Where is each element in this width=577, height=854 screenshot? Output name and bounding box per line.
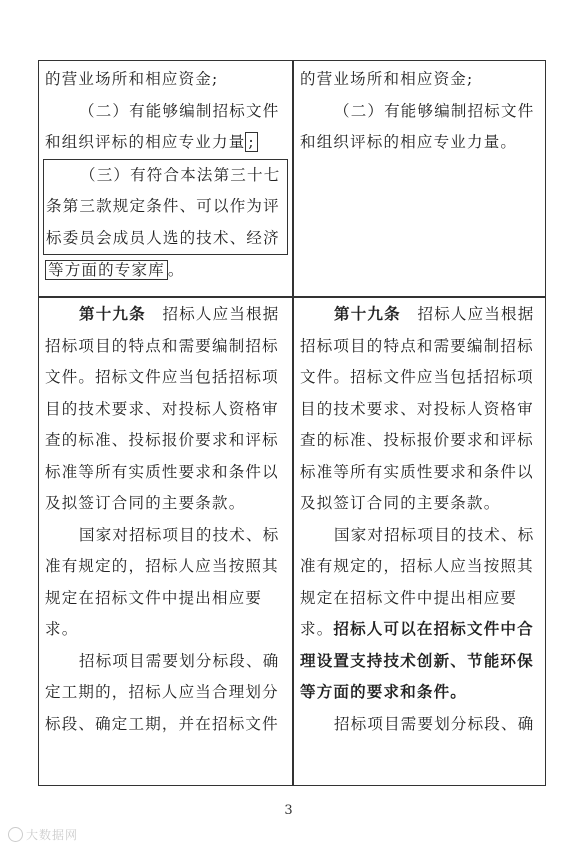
text-line [45, 127, 286, 159]
text-line: 文件。招标文件应当包括招标项 [45, 368, 279, 386]
text-fragment: 。 [167, 261, 185, 279]
page-number: 3 [284, 803, 293, 818]
text-line: 国家对招标项目的技术、标 [79, 525, 280, 544]
text-line: 求。 [45, 620, 79, 638]
text-line: 国家对招标项目的技术、标 [334, 525, 535, 544]
text-line: 标准等所有实质性要求和条件以 [300, 462, 534, 481]
text-line: 条第三款规定条件、可以作为评 [46, 197, 280, 215]
text-line: 查的标准、投标报价要求和评标 [300, 431, 534, 449]
weibo-logo-icon [8, 827, 23, 842]
cell-left-top [39, 64, 292, 287]
text-line [300, 299, 539, 331]
text-line: 招标项目的特点和需要编制招标 [45, 336, 279, 355]
text-line: 查的标准、投标报价要求和评标 [45, 431, 279, 449]
text-line [45, 299, 286, 331]
added-text-bold: 等方面的要求和条件。 [300, 683, 468, 701]
text-line: 的营业场所和相应资金; [300, 70, 474, 88]
text-line: 标准等所有实质性要求和条件以 [45, 462, 279, 481]
text-line: 招标项目需要划分标段、确 [334, 714, 535, 733]
text-line: 招标项目需要划分标段、确 [79, 651, 280, 670]
text-line: 及拟签订合同的主要条款。 [300, 494, 501, 512]
highlight-box: 等方面的专家库 [45, 260, 168, 280]
text-line: （二）有能够编制招标文件 [79, 101, 280, 120]
text-line [45, 255, 286, 287]
text-line: 招标项目的特点和需要编制招标 [300, 336, 534, 355]
text-line: 目的技术要求、对投标人资格审 [45, 399, 279, 418]
article-title: 第十九条 [334, 305, 401, 323]
cell-right-top [294, 64, 545, 159]
highlight-box [43, 159, 288, 256]
cell-right-bottom [294, 299, 545, 785]
watermark-text: 大数据网 [26, 828, 79, 842]
text-line: 准有规定的，招标人应当按照其 [300, 557, 534, 575]
watermark [8, 826, 78, 843]
text-line: 规定在招标文件中提出相应要 [300, 588, 518, 607]
text-line: 文件。招标文件应当包括招标项 [300, 368, 534, 386]
article-title: 第十九条 [79, 305, 146, 323]
highlight-box: ; [245, 132, 257, 152]
row-divider [39, 296, 545, 298]
text-line: 标委员会成员人选的技术、经济 [46, 228, 280, 247]
text-line: 规定在招标文件中提出相应要 [45, 588, 263, 607]
text-fragment: 招标人应当根据 [400, 305, 535, 323]
text-line: 和组织评标的相应专业力量。 [300, 133, 518, 151]
added-text-bold: 招标人可以在招标文件中合 [333, 620, 534, 638]
text-line: 定工期的，招标人应当合理划分 [45, 683, 279, 701]
added-text-bold: 理设置支持技术创新、节能环保 [300, 651, 534, 670]
text-fragment: 求。 [300, 620, 334, 638]
comparison-table [38, 60, 546, 786]
text-line [300, 614, 539, 646]
text-line: 及拟签订合同的主要条款。 [45, 494, 246, 512]
text-fragment: 和组织评标的相应专业力量 [45, 133, 246, 151]
cell-left-bottom [39, 299, 292, 785]
text-line: （三）有符合本法第三十七 [80, 165, 281, 184]
text-fragment: 招标人应当根据 [145, 305, 280, 323]
text-line: （二）有能够编制招标文件 [334, 101, 535, 120]
text-line: 的营业场所和相应资金; [45, 70, 219, 88]
text-line: 目的技术要求、对投标人资格审 [300, 399, 534, 418]
text-line: 准有规定的，招标人应当按照其 [45, 557, 279, 575]
text-line: 标段、确定工期，并在招标文件 [45, 714, 279, 733]
